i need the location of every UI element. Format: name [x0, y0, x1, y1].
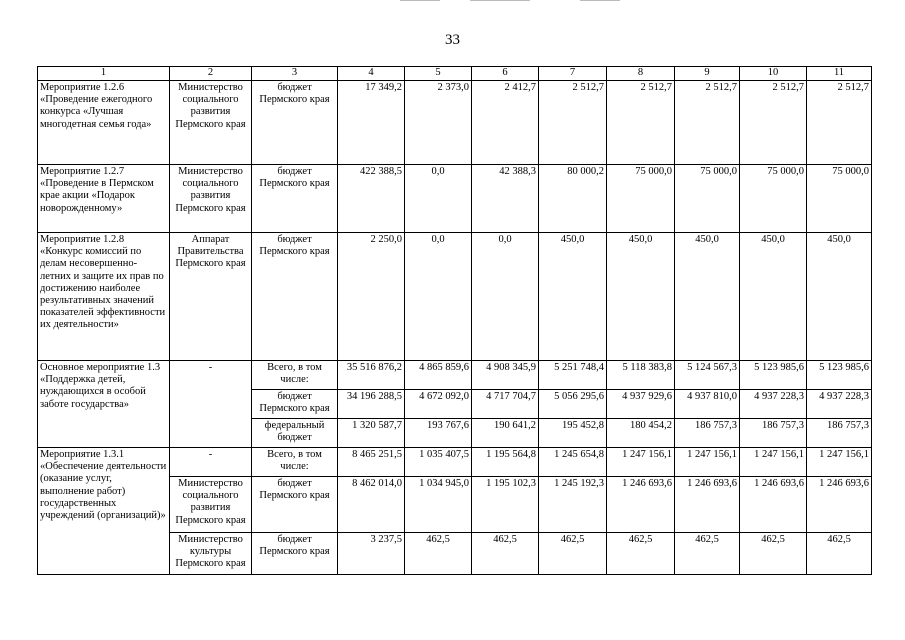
value-cell: 2 512,7: [539, 81, 607, 165]
value-cell: 195 452,8: [539, 419, 607, 448]
header-cell: 4: [338, 67, 405, 81]
value-cell: 1 246 693,6: [607, 477, 675, 533]
value-cell: 4 672 092,0: [405, 390, 472, 419]
scan-artifact-line: [470, 0, 530, 1]
value-cell: 1 195 564,8: [472, 448, 539, 477]
scan-artifact-line: [400, 0, 440, 1]
header-cell: 5: [405, 67, 472, 81]
value-cell: 2 512,7: [740, 81, 807, 165]
value-cell: 4 865 859,6: [405, 361, 472, 390]
activity-name: Мероприятие 1.2.8 «Конкурс комиссий по делам несовершенно-летних и защите их прав по достижению наиболее результативных значений показателей эффективности их деятельности»: [38, 233, 170, 361]
value-cell: 462,5: [472, 533, 539, 575]
value-cell: 462,5: [539, 533, 607, 575]
value-cell: 34 196 288,5: [338, 390, 405, 419]
table-row: [38, 448, 872, 477]
funding-source-cell: бюджет Пермского края: [252, 533, 338, 575]
activity-name: Мероприятие 1.3.1 «Обеспечение деятельности (оказание услуг, выполнение работ) государственных учреждений (организаций)»: [38, 448, 170, 575]
value-cell: 190 641,2: [472, 419, 539, 448]
value-cell: 75 000,0: [740, 165, 807, 233]
executor-cell: Министерство социального развития Пермского края: [170, 81, 252, 165]
funding-source-cell: бюджет Пермского края: [252, 390, 338, 419]
value-cell: 1 246 693,6: [675, 477, 740, 533]
value-cell: 4 937 228,3: [807, 390, 872, 419]
header-cell: 7: [539, 67, 607, 81]
value-cell: 2 512,7: [675, 81, 740, 165]
header-row: [38, 67, 872, 81]
header-cell: 11: [807, 67, 872, 81]
value-cell: 450,0: [740, 233, 807, 361]
executor-cell: Министерство культуры Пермского края: [170, 533, 252, 575]
value-cell: 75 000,0: [807, 165, 872, 233]
value-cell: 42 388,3: [472, 165, 539, 233]
header-cell: 8: [607, 67, 675, 81]
executor-cell: Министерство социального развития Пермского края: [170, 165, 252, 233]
value-cell: 1 035 407,5: [405, 448, 472, 477]
value-cell: 193 767,6: [405, 419, 472, 448]
funding-source-cell: Всего, в том числе:: [252, 361, 338, 390]
value-cell: 5 123 985,6: [740, 361, 807, 390]
value-cell: 4 937 228,3: [740, 390, 807, 419]
funding-source-cell: федеральный бюджет: [252, 419, 338, 448]
funding-source-cell: бюджет Пермского края: [252, 165, 338, 233]
value-cell: 450,0: [807, 233, 872, 361]
funding-source-cell: бюджет Пермского края: [252, 81, 338, 165]
value-cell: 1 245 654,8: [539, 448, 607, 477]
value-cell: 180 454,2: [607, 419, 675, 448]
value-cell: 4 908 345,9: [472, 361, 539, 390]
value-cell: 186 757,3: [807, 419, 872, 448]
value-cell: 462,5: [675, 533, 740, 575]
value-cell: 2 512,7: [807, 81, 872, 165]
table-row: [38, 165, 872, 233]
executor-cell: Министерство социального развития Пермского края: [170, 477, 252, 533]
value-cell: 8 462 014,0: [338, 477, 405, 533]
value-cell: 450,0: [675, 233, 740, 361]
value-cell: 0,0: [472, 233, 539, 361]
value-cell: 5 118 383,8: [607, 361, 675, 390]
value-cell: 462,5: [405, 533, 472, 575]
value-cell: 0,0: [405, 233, 472, 361]
executor-cell: -: [170, 361, 252, 448]
value-cell: 1 247 156,1: [675, 448, 740, 477]
activity-name: Основное мероприятие 1.3 «Поддержка детей, нуждающихся в особой заботе государства»: [38, 361, 170, 448]
value-cell: 462,5: [740, 533, 807, 575]
value-cell: 4 717 704,7: [472, 390, 539, 419]
value-cell: 1 320 587,7: [338, 419, 405, 448]
value-cell: 450,0: [539, 233, 607, 361]
funding-source-cell: Всего, в том числе:: [252, 448, 338, 477]
value-cell: 186 757,3: [675, 419, 740, 448]
value-cell: 1 034 945,0: [405, 477, 472, 533]
value-cell: 2 512,7: [607, 81, 675, 165]
value-cell: 1 246 693,6: [740, 477, 807, 533]
value-cell: 75 000,0: [607, 165, 675, 233]
activity-name: Мероприятие 1.2.6 «Проведение ежегодного конкурса «Лучшая многодетная семья года»: [38, 81, 170, 165]
value-cell: 3 237,5: [338, 533, 405, 575]
value-cell: 17 349,2: [338, 81, 405, 165]
scan-artifact-line: [580, 0, 620, 1]
table-row: [38, 361, 872, 390]
value-cell: 1 247 156,1: [807, 448, 872, 477]
value-cell: 5 056 295,6: [539, 390, 607, 419]
executor-cell: -: [170, 448, 252, 477]
value-cell: 462,5: [807, 533, 872, 575]
value-cell: 1 247 156,1: [607, 448, 675, 477]
value-cell: 35 516 876,2: [338, 361, 405, 390]
value-cell: 1 246 693,6: [807, 477, 872, 533]
value-cell: 5 251 748,4: [539, 361, 607, 390]
value-cell: 422 388,5: [338, 165, 405, 233]
value-cell: 0,0: [405, 165, 472, 233]
value-cell: 450,0: [607, 233, 675, 361]
value-cell: 4 937 810,0: [675, 390, 740, 419]
funding-source-cell: бюджет Пермского края: [252, 477, 338, 533]
header-cell: 10: [740, 67, 807, 81]
funding-source-cell: бюджет Пермского края: [252, 233, 338, 361]
value-cell: 2 250,0: [338, 233, 405, 361]
value-cell: 462,5: [607, 533, 675, 575]
activity-name: Мероприятие 1.2.7 «Проведение в Пермском крае акции «Подарок новорожденному»: [38, 165, 170, 233]
value-cell: 186 757,3: [740, 419, 807, 448]
table-row: [38, 233, 872, 361]
value-cell: 2 412,7: [472, 81, 539, 165]
header-cell: 2: [170, 67, 252, 81]
page-number: 33: [445, 32, 460, 48]
value-cell: 5 123 985,6: [807, 361, 872, 390]
header-cell: 3: [252, 67, 338, 81]
header-cell: 1: [38, 67, 170, 81]
value-cell: 1 195 102,3: [472, 477, 539, 533]
value-cell: 2 373,0: [405, 81, 472, 165]
value-cell: 8 465 251,5: [338, 448, 405, 477]
value-cell: 5 124 567,3: [675, 361, 740, 390]
header-cell: 6: [472, 67, 539, 81]
budget-table: [37, 66, 872, 575]
header-cell: 9: [675, 67, 740, 81]
value-cell: 75 000,0: [675, 165, 740, 233]
value-cell: 1 245 192,3: [539, 477, 607, 533]
value-cell: 1 247 156,1: [740, 448, 807, 477]
value-cell: 4 937 929,6: [607, 390, 675, 419]
value-cell: 80 000,2: [539, 165, 607, 233]
table-row: [38, 81, 872, 165]
executor-cell: Аппарат Правительства Пермского края: [170, 233, 252, 361]
